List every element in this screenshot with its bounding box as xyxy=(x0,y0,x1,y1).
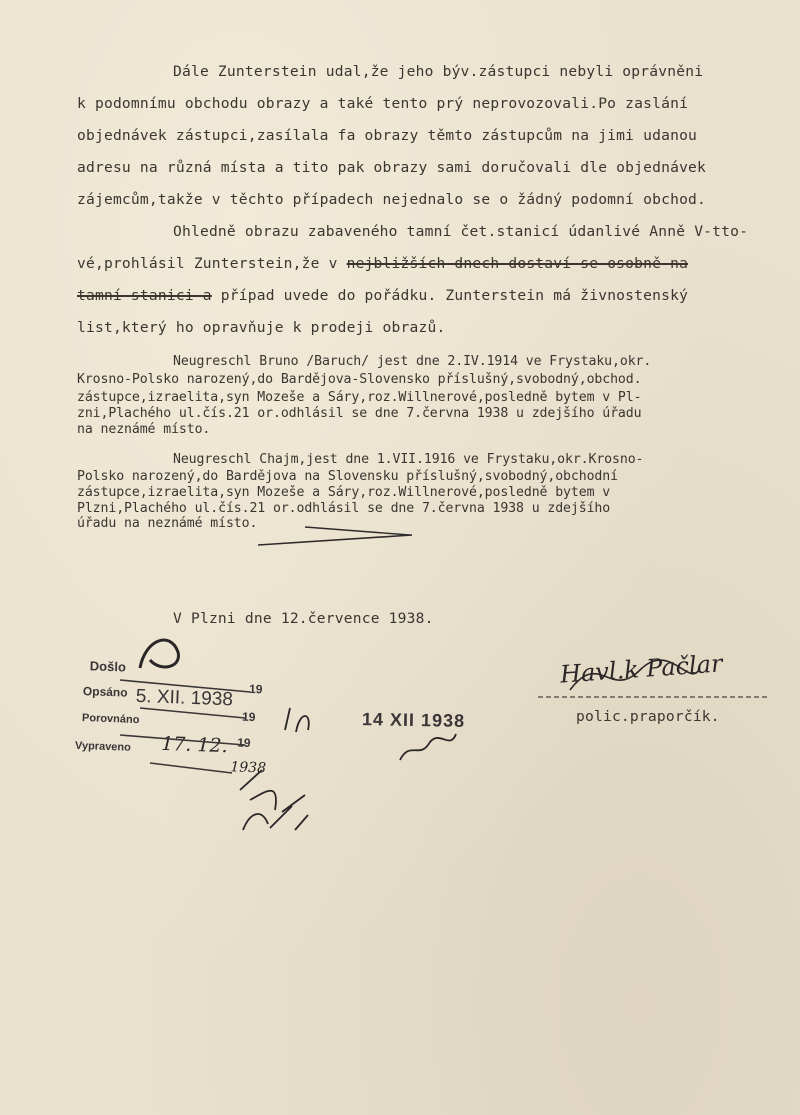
paragraph-3-line-1: Neugreschl Bruno /Baruch/ jest dne 2.IV.1914 ve Frystaku,okr. xyxy=(173,354,652,369)
handwritten-signature: Havl.k Pačlar xyxy=(559,649,724,689)
stamp-row-3-label: Porovnáno xyxy=(81,712,140,727)
handwritten-mark-date-stamp xyxy=(400,734,456,760)
paragraph-2-line-3-text: případ uvede do pořádku. Zunterstein má živnostenský xyxy=(211,287,689,304)
paragraph-4-line-2: Polsko narozený,do Bardějova na Slovensku příslušný,svobodný,obchodní xyxy=(77,469,618,484)
handwritten-initials-1 xyxy=(285,708,309,732)
stamp-row-4-suffix: 1938 xyxy=(230,759,267,777)
paragraph-3-line-3: zástupce,izraelita,syn Mozeše a Sáry,roz.Willnerové,posledně bytem v Pl- xyxy=(77,390,642,405)
paragraph-4-line-3: zástupce,izraelita,syn Mozeše a Sáry,roz.Willnerové,posledně bytem v xyxy=(77,485,611,500)
struck-text: tamní stanici a xyxy=(77,287,212,304)
paragraph-1-line-2: k podomnímu obchodu obrazy a také tento prý neprovozovali.Po zaslání xyxy=(77,95,689,112)
stamp-row-4-date: 17. 12. xyxy=(160,732,228,758)
paragraph-2-line-2-text: vé,prohlásil Zunterstein,že v xyxy=(77,255,347,272)
date-stamp: 14 XII 1938 xyxy=(361,709,466,731)
stamp-row-2-suffix: 19 xyxy=(241,709,256,725)
closing-dash-line xyxy=(305,527,410,535)
paragraph-3-line-4: zni,Plachého ul.čís.21 or.odhlásil se dne 7.června 1938 u zdejšího úřadu xyxy=(77,406,642,421)
stamp-row-2-date: 5. XII. 1938 xyxy=(135,685,234,711)
stamp-row-2-label: Opsáno xyxy=(82,684,128,700)
handwritten-initials-2 xyxy=(240,770,305,812)
paragraph-1-line-4: adresu na různá místa a tito pak obrazy sami doručovali dle objednávek xyxy=(77,159,707,176)
paragraph-4-line-4: Plzni,Plachého ul.čís.21 or.odhlásil se dne 7.června 1938 u zdejšího xyxy=(77,501,611,516)
closing-underline xyxy=(258,535,412,545)
paragraph-2-line-4: list,který ho opravňuje k prodeji obrazů. xyxy=(77,319,446,336)
struck-text: nejbližších dnech dostaví se osobně na xyxy=(346,255,689,272)
paragraph-1-line-3: objednávek zástupci,zasílala fa obrazy těmto zástupcům na jimi udanou xyxy=(77,127,698,144)
stamp-rules xyxy=(120,680,250,773)
paragraph-3-line-2: Krosno-Polsko narozený,do Bardějova-Slovensko příslušný,svobodný,obchod. xyxy=(77,372,642,387)
ink-smudge xyxy=(140,640,178,668)
stamp-row-4-label: Vypraveno xyxy=(74,739,132,754)
paragraph-3-line-5: na neznámé místo. xyxy=(77,422,211,437)
signature-title: polic.praporčík. xyxy=(576,708,720,725)
stamp-row-3-suffix: 19 xyxy=(236,735,251,750)
paragraph-2-line-1: Ohledně obrazu zabaveného tamní čet.stanicí údanlivé Anně V-tto- xyxy=(173,223,749,240)
signature-flourish xyxy=(570,660,700,690)
paragraph-4-line-1: Neugreschl Chajm,jest dne 1.VII.1916 ve Frystaku,okr.Krosno- xyxy=(173,452,644,467)
place-date: V Plzni dne 12.července 1938. xyxy=(173,610,434,627)
paragraph-1-line-1: Dále Zunterstein udal,že jeho býv.zástupci nebyli oprávněni xyxy=(173,63,704,80)
paragraph-4-line-5: úřadu na neznámé místo. xyxy=(77,516,258,531)
stamp-row-1-suffix: 19 xyxy=(248,681,263,697)
stamp-row-1-label: Došlo xyxy=(89,658,127,675)
paragraph-1-line-5: zájemcům,takže v těchto případech nejednalo se o žádný podomní obchod. xyxy=(77,191,707,208)
